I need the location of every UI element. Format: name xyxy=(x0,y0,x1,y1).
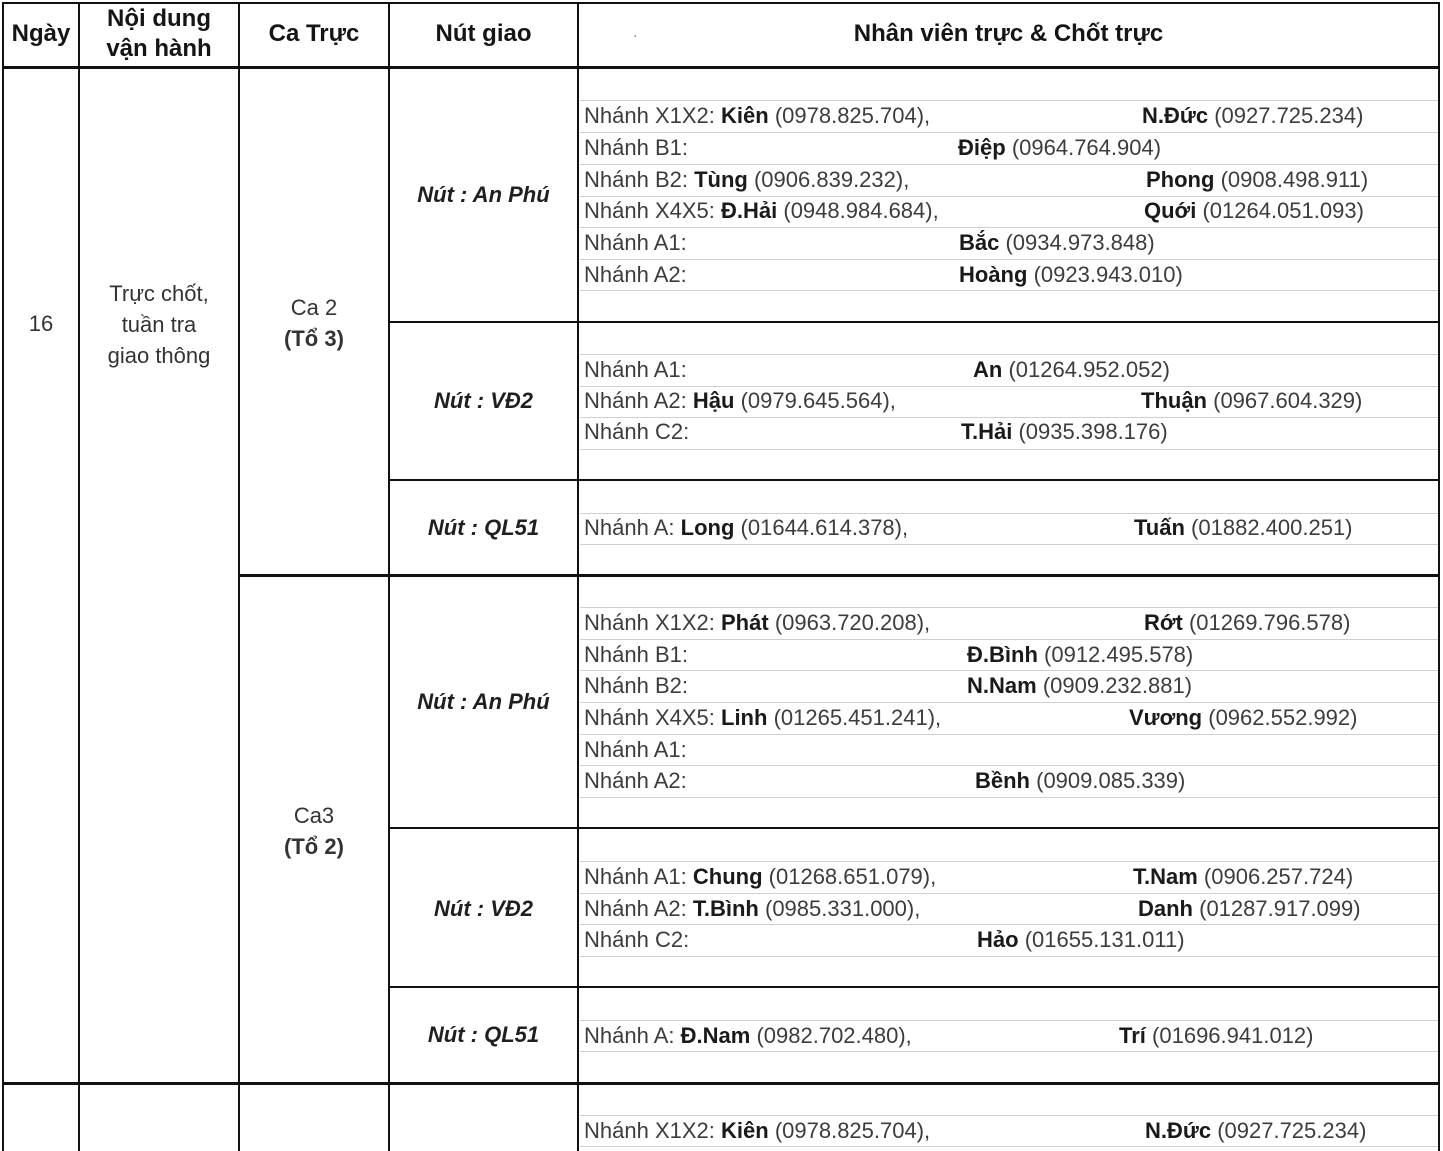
row-guide xyxy=(580,924,1438,925)
branch-label: Nhánh A: xyxy=(584,1023,675,1048)
staff-phone: (01696.941.012) xyxy=(1152,1023,1314,1048)
staff-name: Vương xyxy=(1129,705,1203,730)
staff-row xyxy=(584,1118,1367,1144)
shift-team: (Tổ 3) xyxy=(284,326,344,351)
staff-name: Danh xyxy=(1138,896,1193,921)
staff-name: Phát xyxy=(721,610,769,635)
branch-label: Nhánh A2: xyxy=(584,262,687,287)
staff-name: T.Hải xyxy=(961,419,1013,444)
row-guide xyxy=(580,259,1438,260)
branch-label: Nhánh X4X5: xyxy=(584,198,715,223)
staff-phone: (0978.825.704), xyxy=(774,103,931,128)
row-guide xyxy=(580,1051,1438,1052)
branch-label: Nhánh A1: xyxy=(584,737,687,762)
branch-label: Nhánh X1X2: xyxy=(584,610,715,635)
staff-name: N.Đức xyxy=(1145,1118,1212,1143)
branch-label: Nhánh A1: xyxy=(584,357,687,382)
branch-label: Nhánh B2: xyxy=(584,673,688,698)
staff-row xyxy=(584,230,1155,256)
node-label-vd2: Nút : VĐ2 xyxy=(434,896,533,921)
staff-phone: (0948.984.684), xyxy=(783,198,939,223)
row-guide xyxy=(580,797,1438,798)
row-guide xyxy=(580,861,1438,862)
col-divider-1 xyxy=(78,2,80,1151)
row-guide xyxy=(580,164,1438,165)
staff-phone: (01644.614.378), xyxy=(740,515,909,540)
day-separator-border xyxy=(2,1082,1440,1085)
shift-ca3 xyxy=(240,800,388,862)
staff-name: Kiên xyxy=(721,103,769,128)
staff-name: Linh xyxy=(721,705,768,730)
staff-name: N.Nam xyxy=(967,673,1037,698)
node-label-ql51: Nút : QL51 xyxy=(427,1022,540,1047)
branch-label: Nhánh X1X2: xyxy=(584,1118,715,1143)
row-guide xyxy=(580,670,1438,671)
staff-row xyxy=(584,896,1361,922)
staff-row xyxy=(584,167,1369,193)
staff-name: Chung xyxy=(692,864,763,889)
branch-label: Nhánh X1X2: xyxy=(584,103,715,128)
staff-phone: (0967.604.329) xyxy=(1213,388,1363,413)
staff-row xyxy=(584,135,1162,161)
content-line: giao thông xyxy=(107,343,211,368)
header-nut-giao: Nút giao xyxy=(435,20,532,47)
header-noi-dung-line1: Nội dung xyxy=(107,5,211,32)
staff-name: N.Đức xyxy=(1142,103,1209,128)
branch-label: Nhánh C2: xyxy=(584,927,690,952)
staff-row xyxy=(584,1023,1314,1049)
staff-name: Tuấn xyxy=(1134,515,1185,540)
staff-name: An xyxy=(973,357,1003,382)
staff-name: Trí xyxy=(1119,1023,1146,1048)
node-label-an-phu: Nút : An Phú xyxy=(417,689,550,714)
branch-label: Nhánh X4X5: xyxy=(584,705,715,730)
row-guide xyxy=(580,639,1438,640)
staff-name: Hảo xyxy=(977,927,1019,952)
staff-phone: (0927.725.234) xyxy=(1214,103,1364,128)
content-line: tuần tra xyxy=(121,312,197,337)
staff-name: Kiên xyxy=(721,1118,769,1143)
staff-name: Bềnh xyxy=(975,768,1030,793)
row-guide xyxy=(580,1020,1438,1021)
row-guide xyxy=(580,544,1438,545)
staff-name: Phong xyxy=(1146,167,1215,192)
row-guide xyxy=(580,227,1438,228)
staff-name: Long xyxy=(680,515,735,540)
shift-team: (Tổ 2) xyxy=(284,834,344,859)
staff-row xyxy=(584,768,1186,794)
staff-name: Thuận xyxy=(1141,388,1207,413)
staff-phone: (0912.495.578) xyxy=(1044,642,1194,667)
row-guide xyxy=(580,765,1438,766)
staff-row xyxy=(584,673,1193,699)
row-guide xyxy=(580,354,1438,355)
staff-row xyxy=(584,610,1351,636)
header-ngay: Ngày xyxy=(11,20,71,47)
staff-phone: (01264.051.093) xyxy=(1202,198,1364,223)
staff-phone: (01655.131.011) xyxy=(1024,927,1185,952)
staff-phone: (0982.702.480), xyxy=(756,1023,912,1048)
row-guide xyxy=(580,100,1438,101)
staff-phone: (0979.645.564), xyxy=(740,388,896,413)
staff-name: Rớt xyxy=(1144,610,1183,635)
staff-phone: (0964.764.904) xyxy=(1011,135,1162,160)
left-border xyxy=(2,2,4,1151)
staff-phone: (0909.232.881) xyxy=(1042,673,1193,698)
staff-phone: (0934.973.848) xyxy=(1005,230,1155,255)
row-guide xyxy=(580,513,1438,514)
staff-phone: (0923.943.010) xyxy=(1033,262,1183,287)
node-label-an-phu: Nút : An Phú xyxy=(417,182,550,207)
shift-ca2 xyxy=(240,292,388,354)
staff-phone: (0927.725.234) xyxy=(1217,1118,1367,1143)
staff-row xyxy=(584,927,1185,953)
branch-label: Nhánh C2: xyxy=(584,419,690,444)
staff-row xyxy=(584,198,1364,224)
staff-phone: (0962.552.992) xyxy=(1208,705,1358,730)
branch-label: Nhánh A2: xyxy=(584,768,687,793)
staff-name: Đ.Bình xyxy=(967,642,1038,667)
row-guide xyxy=(580,1115,1438,1116)
staff-phone: (0985.331.000), xyxy=(765,896,921,921)
branch-label: Nhánh B1: xyxy=(584,135,688,160)
staff-name: Điệp xyxy=(958,135,1006,160)
staff-name: Bắc xyxy=(959,230,1000,255)
branch-label: Nhánh A2: xyxy=(584,388,687,413)
content-line: Trực chốt, xyxy=(109,281,209,306)
staff-name: T.Nam xyxy=(1133,864,1198,889)
staff-phone: (01265.451.241), xyxy=(773,705,942,730)
staff-name: Đ.Hải xyxy=(721,198,778,223)
header-dot: . xyxy=(633,24,638,41)
staff-phone: (0908.498.911) xyxy=(1220,167,1369,192)
header-ca-truc: Ca Trực xyxy=(268,20,360,47)
staff-phone: (0963.720.208), xyxy=(774,610,931,635)
row-guide xyxy=(580,702,1438,703)
branch-label: Nhánh A2: xyxy=(584,896,687,921)
header-noi-dung xyxy=(80,4,238,64)
staff-phone: (01882.400.251) xyxy=(1191,515,1353,540)
staff-row xyxy=(584,515,1353,541)
staff-name: Hoàng xyxy=(959,262,1028,287)
row-guide xyxy=(580,132,1438,133)
staff-phone: (0978.825.704), xyxy=(774,1118,931,1143)
node-separator xyxy=(388,321,1440,323)
shift-name: Ca3 xyxy=(293,803,335,828)
node-label-ql51: Nút : QL51 xyxy=(427,515,540,540)
row-guide xyxy=(580,449,1438,450)
staff-row xyxy=(584,705,1358,731)
staff-row xyxy=(584,388,1363,414)
row-guide xyxy=(580,386,1438,387)
row-guide xyxy=(580,196,1438,197)
node-separator xyxy=(388,479,1440,481)
staff-phone: (01287.917.099) xyxy=(1199,896,1361,921)
row-guide xyxy=(580,956,1438,957)
node-label-vd2: Nút : VĐ2 xyxy=(434,388,533,413)
branch-label: Nhánh A: xyxy=(584,515,675,540)
header-noi-dung-line2: vận hành xyxy=(106,35,212,62)
node-separator xyxy=(388,827,1440,829)
day-number: 16 xyxy=(28,311,54,336)
row-guide xyxy=(580,734,1438,735)
header-bottom-border xyxy=(2,66,1440,69)
row-guide xyxy=(580,893,1438,894)
staff-name: Tùng xyxy=(694,167,748,192)
node-separator xyxy=(388,986,1440,988)
staff-row xyxy=(584,419,1168,445)
staff-phone: (01264.952.052) xyxy=(1008,357,1170,382)
staff-row xyxy=(584,103,1364,129)
branch-label: Nhánh A1: xyxy=(584,864,687,889)
staff-row xyxy=(584,642,1194,668)
row-guide xyxy=(580,607,1438,608)
staff-row xyxy=(584,737,687,763)
row-guide xyxy=(580,290,1438,291)
staff-phone: (0906.257.724) xyxy=(1203,864,1354,889)
content-cell xyxy=(80,278,238,371)
staff-row xyxy=(584,262,1183,288)
staff-name: Quới xyxy=(1144,198,1197,223)
staff-row xyxy=(584,864,1354,890)
staff-phone: (0935.398.176) xyxy=(1018,419,1168,444)
branch-label: Nhánh B1: xyxy=(584,642,688,667)
row-guide xyxy=(580,1146,1438,1147)
branch-label: Nhánh A1: xyxy=(584,230,687,255)
header-nhan-vien: Nhân viên trực & Chốt trực xyxy=(853,20,1164,47)
staff-phone: (01269.796.578) xyxy=(1188,610,1351,635)
staff-row xyxy=(584,357,1170,383)
staff-phone: (0906.839.232), xyxy=(753,167,910,192)
staff-phone: (0909.085.339) xyxy=(1036,768,1186,793)
branch-label: Nhánh B2: xyxy=(584,167,688,192)
staff-name: Hậu xyxy=(692,388,735,413)
row-guide xyxy=(580,417,1438,418)
staff-name: Đ.Nam xyxy=(680,1023,751,1048)
shift-name: Ca 2 xyxy=(290,295,338,320)
staff-name: T.Bình xyxy=(692,896,759,921)
staff-phone: (01268.651.079), xyxy=(768,864,937,889)
shift-separator xyxy=(238,574,1440,577)
